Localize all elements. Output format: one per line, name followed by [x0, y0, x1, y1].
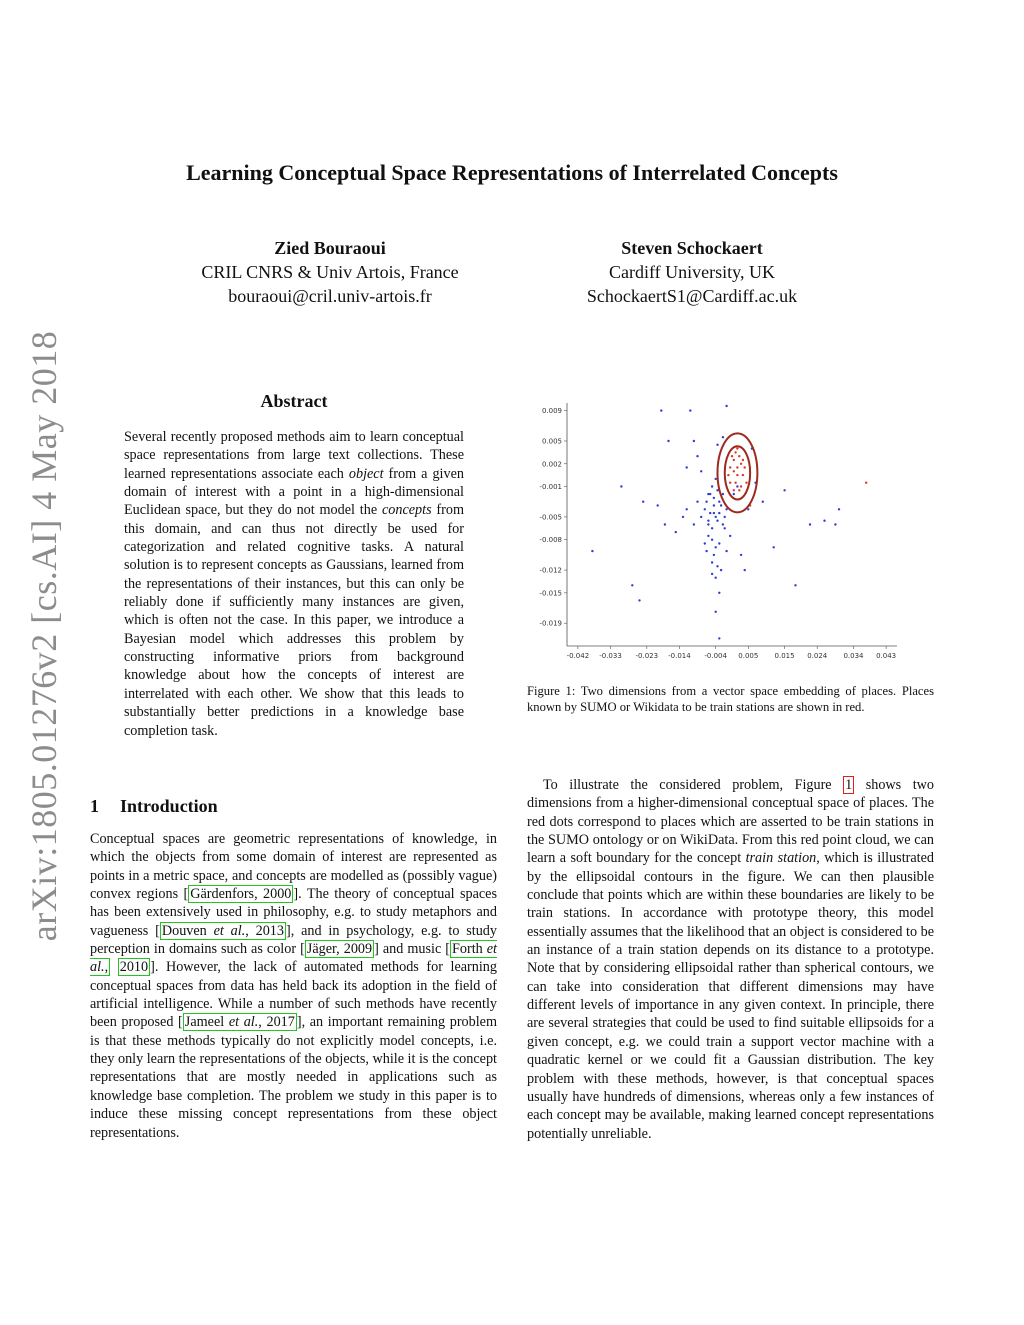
place-point: [696, 455, 698, 457]
place-point: [773, 546, 775, 548]
place-point: [834, 523, 836, 525]
introduction-text: Conceptual spaces are geometric representations of knowledge, in which the objects from some domain of interest are represented as points in a metric space, and concepts are modelled as (possibly vague) convex regions [ Gärdenfors, 2000 ]. The theory of conceptual spaces has been extensively used in philosophy, e.g. to study metaphors and vagueness [ Douven et al., 2013 ], and in psychology, e.g. to study perception in domains such as color [ Jäger, 2009 ] and music [ Forth et al., 2010 ]. However, the lack of automated methods for learning conceptual spaces from data has held back its adoption in the field of artificial intelligence. While a number of such methods have recently been proposed [ Jameel et al., 2017 ], an important remaining problem is that these methods typically do not explicitly model concepts, i.e. they only learn the representations of the objects, while it is the concept representations that are mostly needed in applications such as knowledge base completion. The problem we study in this paper is to induce these missing concept representations from these object representations.: [90, 831, 498, 1141]
station-point: [740, 463, 742, 465]
place-point: [696, 501, 698, 503]
station-point: [734, 482, 736, 484]
right-column-text: To illustrate the considered problem, Figure 1 shows two dimensions from a higher-dimensional conceptual space of places. The red dots correspond to places which are asserted to be train stations in the SUMO ontology or on WikiData. From this red point cloud, we can learn a soft boundary for the concept train station, which is illustrated by the ellipsoidal contours in the figure. We can then plausible conclude that points which are within these boundaries are likely to be train stations. In accordance with prototype theory, this model essentially assumes that the likelihood that an object is considered to be an instance of a train station depends on its distance to a prototype. Note that by considering ellipsoidal rather than spherical contours, we can take into consideration that different dimensions may have different levels of importance in any given context. In principle, there are several strategies that could be used to find suitable ellipsoids for a given concept, e.g. we could train a support vector machine with a quadratic kernel or we could fit a Gaussian distribution. The key problem with these methods, however, is that conceptual spaces usually have hundreds of dimensions, whereas only a few instances of each concept may be available, making learned concept representations potentially unreliable.: [527, 777, 935, 1142]
place-point: [660, 409, 662, 411]
place-point: [705, 550, 707, 552]
station-point: [744, 466, 746, 468]
place-point: [733, 493, 735, 495]
place-point: [657, 504, 659, 506]
station-point: [736, 447, 738, 449]
place-point: [722, 493, 724, 495]
arxiv-identifier: arXiv:1805.01276v2 [cs.AI] 4 May 2018: [24, 330, 64, 942]
place-point: [631, 584, 633, 586]
y-tick-label: -0.015: [539, 589, 562, 598]
place-point: [724, 527, 726, 529]
citation-link[interactable]: Jameel et al., 2017: [184, 1014, 295, 1031]
author-email[interactable]: SchockaertS1@Cardiff.ac.uk: [586, 286, 798, 306]
station-point: [742, 474, 744, 476]
author-name: Steven Schockaert: [621, 238, 763, 258]
place-point: [716, 444, 718, 446]
place-point: [724, 516, 726, 518]
place-point: [713, 512, 715, 514]
place-point: [715, 611, 717, 613]
y-tick-label: 0.009: [541, 407, 562, 416]
place-point: [705, 501, 707, 503]
x-tick-label: -0.023: [635, 652, 659, 660]
place-point: [700, 516, 702, 518]
place-point: [711, 561, 713, 563]
place-point: [718, 512, 720, 514]
author-affiliation: CRIL CNRS & Univ Artois, France: [201, 262, 459, 282]
station-point: [729, 466, 731, 468]
place-point: [725, 550, 727, 552]
abstract-text: Several recently proposed methods aim to learn conceptual space representations from large text collections. These learned representations associate each object from a given domain of interest with a point in a high-dimensional Euclidean space, but they do not model the concepts from this domain, and can thus not directly be used for categorization and related cognitive tasks. A natural solution is to represent concepts as Gaussians, learned from the representations of their instances, but this can only be reliably done if sufficiently many instances are given, which is often not the case. In this paper, we introduce a Bayesian model which addresses this problem by constructing informative priors from background knowledge about how the concepts of interest are interrelated with each other. We show that this leads to substantially better predictions in a knowledge base completion task.: [124, 429, 464, 739]
section-heading-introduction: 1 Introduction: [90, 796, 218, 816]
place-point: [794, 584, 796, 586]
place-point: [711, 485, 713, 487]
author-block-2: [522, 236, 862, 308]
citation-link[interactable]: Douven et al., 2013: [161, 922, 284, 939]
x-tick-label: 0.015: [774, 652, 795, 660]
place-point: [720, 569, 722, 571]
station-point: [727, 474, 729, 476]
place-point: [682, 516, 684, 518]
place-point: [707, 523, 709, 525]
place-point: [686, 508, 688, 510]
place-point: [709, 493, 711, 495]
x-tick-label: 0.005: [738, 652, 759, 660]
citation-link[interactable]: Jäger, 2009: [306, 941, 373, 958]
station-point: [731, 455, 733, 457]
x-tick-label: 0.034: [843, 652, 864, 660]
y-tick-label: -0.005: [539, 513, 562, 522]
place-point: [707, 535, 709, 537]
station-point: [742, 459, 744, 461]
y-tick-label: 0.005: [541, 437, 562, 446]
place-point: [725, 405, 727, 407]
station-point: [738, 489, 740, 491]
place-point: [667, 440, 669, 442]
station-point: [733, 459, 735, 461]
x-tick-label: 0.024: [807, 652, 828, 660]
station-point: [733, 470, 735, 472]
x-tick-label: -0.033: [599, 652, 622, 660]
place-point: [744, 569, 746, 571]
x-tick-label: -0.014: [668, 652, 691, 660]
station-point: [734, 451, 736, 453]
y-tick-label: 0.002: [541, 460, 562, 469]
place-point: [783, 489, 785, 491]
y-tick-label: -0.001: [539, 483, 562, 492]
citation-link[interactable]: Gärdenfors, 2000: [190, 886, 292, 903]
place-point: [716, 565, 718, 567]
x-tick-label: -0.004: [704, 652, 727, 660]
place-point: [686, 466, 688, 468]
station-point: [729, 482, 731, 484]
place-point: [722, 523, 724, 525]
place-point: [704, 542, 706, 544]
place-point: [838, 508, 840, 510]
place-point: [675, 531, 677, 533]
place-point: [736, 485, 738, 487]
place-point: [762, 501, 764, 503]
place-point: [715, 516, 717, 518]
place-point: [689, 409, 691, 411]
station-point: [865, 482, 867, 484]
author-name: Zied Bouraoui: [274, 238, 386, 258]
concept-contour-ellipse: [725, 446, 750, 499]
place-point: [700, 470, 702, 472]
author-block-1: [160, 236, 500, 308]
place-point: [722, 436, 724, 438]
station-point: [736, 474, 738, 476]
place-point: [711, 539, 713, 541]
place-point: [711, 573, 713, 575]
station-point: [733, 489, 735, 491]
scatter-chart: [527, 393, 934, 665]
place-point: [715, 546, 717, 548]
place-point: [707, 520, 709, 522]
y-tick-label: -0.008: [539, 536, 562, 545]
place-point: [664, 523, 666, 525]
place-point: [713, 554, 715, 556]
place-point: [693, 523, 695, 525]
place-point: [713, 497, 715, 499]
place-point: [729, 535, 731, 537]
station-point: [736, 466, 738, 468]
figure-caption: Figure 1: Two dimensions from a vector space embedding of places. Places known by SUMO or Wikidata to be train stations are shown in red.: [527, 684, 934, 714]
place-point: [823, 520, 825, 522]
figure-reference-link[interactable]: 1: [845, 777, 853, 793]
station-point: [740, 485, 742, 487]
station-point: [745, 482, 747, 484]
paper-title: Learning Conceptual Space Representations of Interrelated Concepts: [186, 160, 838, 185]
x-tick-label: 0.043: [876, 652, 897, 660]
place-point: [718, 637, 720, 639]
place-point: [591, 550, 593, 552]
place-point: [718, 592, 720, 594]
place-point: [620, 485, 622, 487]
place-point: [711, 527, 713, 529]
place-point: [809, 523, 811, 525]
y-tick-label: -0.019: [539, 619, 562, 628]
place-point: [642, 501, 644, 503]
citation-link[interactable]: 2010: [119, 959, 149, 976]
place-point: [718, 542, 720, 544]
citation-link[interactable]: Forth et al.,: [90, 941, 497, 976]
y-tick-label: -0.012: [539, 566, 562, 575]
place-point: [740, 554, 742, 556]
place-point: [715, 478, 717, 480]
place-point: [715, 577, 717, 579]
station-point: [738, 455, 740, 457]
place-point: [709, 512, 711, 514]
place-point: [693, 440, 695, 442]
abstract-heading: Abstract: [260, 391, 328, 411]
place-point: [720, 504, 722, 506]
author-affiliation: Cardiff University, UK: [609, 262, 775, 282]
x-tick-label: -0.042: [566, 652, 590, 660]
author-email[interactable]: bouraoui@cril.univ-artois.fr: [228, 286, 432, 306]
place-point: [638, 599, 640, 601]
figure-1-scatter-plot: [527, 393, 934, 665]
place-point: [704, 508, 706, 510]
place-point: [713, 504, 715, 506]
concept-contour-ellipse: [717, 433, 757, 512]
place-point: [716, 520, 718, 522]
place-point: [718, 501, 720, 503]
